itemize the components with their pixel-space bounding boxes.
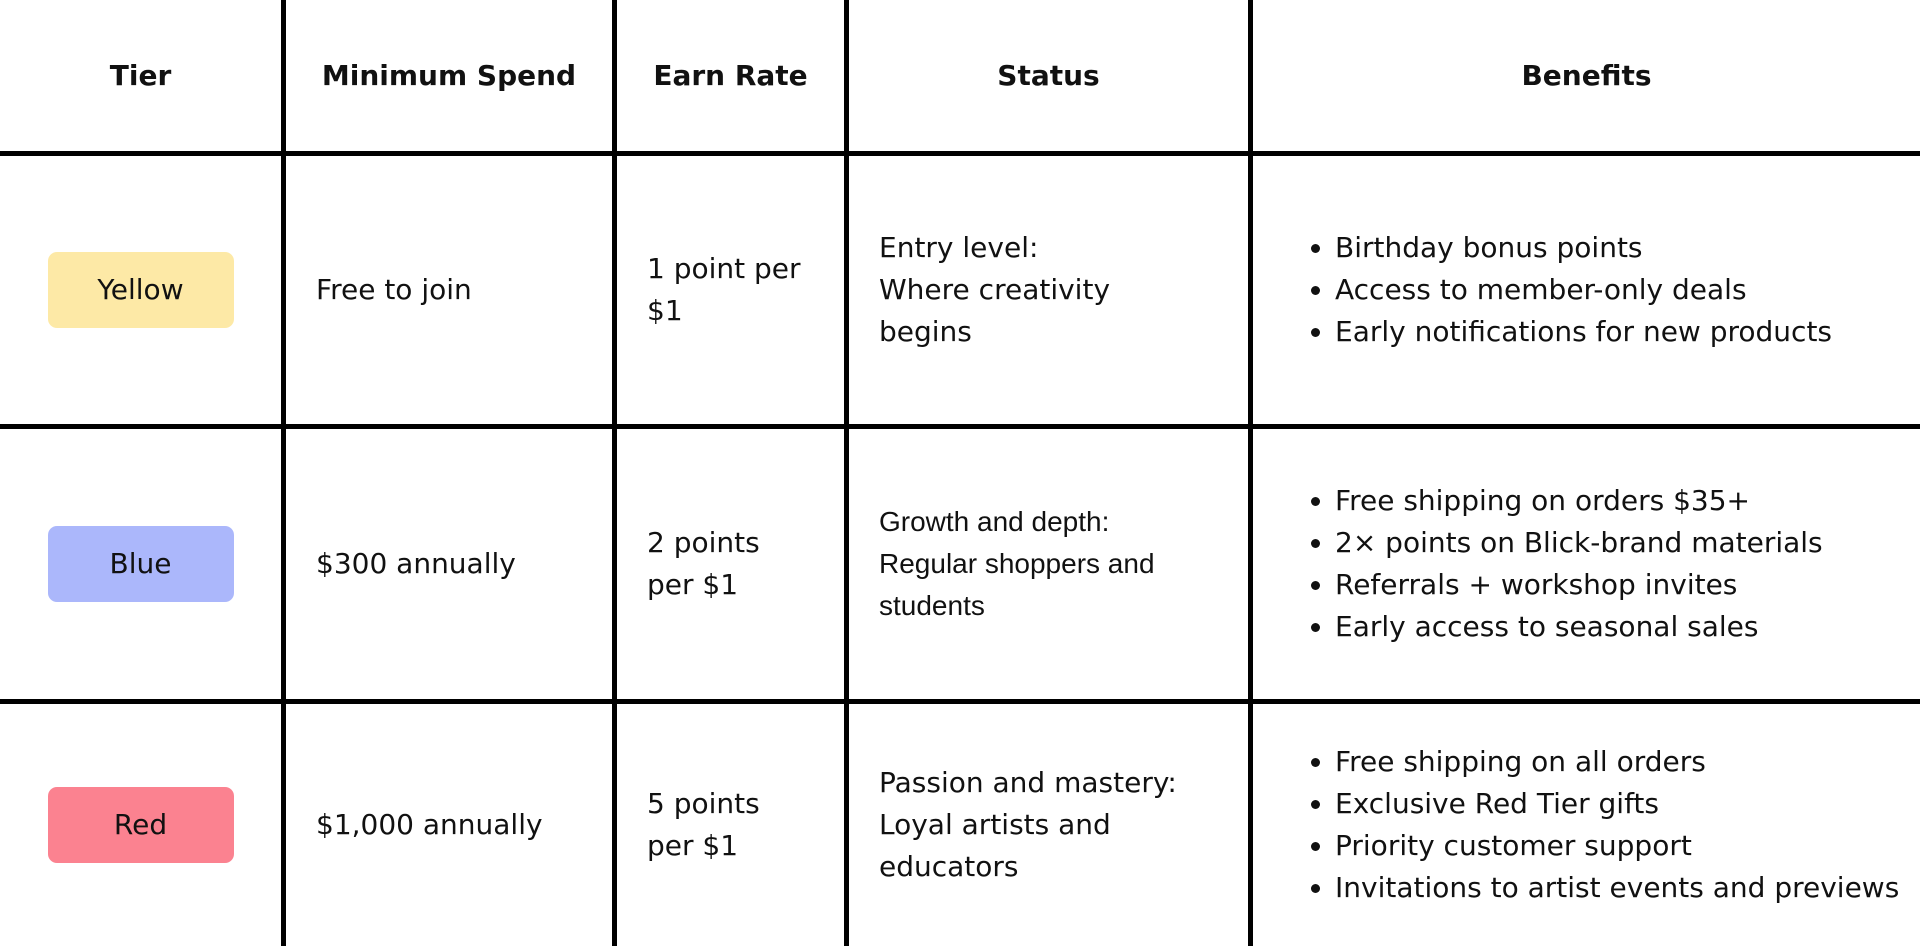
status-blue: Growth and depth: Regular shoppers and students [849, 429, 1253, 704]
benefits-yellow [1253, 156, 1920, 429]
list-item: • Free shipping on all orders [1335, 741, 1899, 783]
header-status: Status [849, 0, 1253, 156]
list-item: • Invitations to artist events and previews [1335, 867, 1899, 909]
benefits-list-red [1305, 741, 1899, 909]
list-item: • Priority customer support [1335, 825, 1899, 867]
table-row-red-tier-cell [0, 704, 286, 946]
earn-rate-red: 5 points per $1 [617, 704, 849, 946]
min-spend-yellow: Free to join [286, 156, 617, 429]
table-row-yellow-tier-cell [0, 156, 286, 429]
benefits-list-yellow [1305, 227, 1832, 353]
tier-badge-red: Red [48, 787, 234, 863]
header-tier: Tier [0, 0, 286, 156]
benefits-red [1253, 704, 1920, 946]
list-item: • Early access to seasonal sales [1335, 606, 1823, 648]
earn-rate-blue: 2 points per $1 [617, 429, 849, 704]
list-item: • Access to member-only deals [1335, 269, 1832, 311]
header-earn-rate: Earn Rate [617, 0, 849, 156]
tier-badge-blue: Blue [48, 526, 234, 602]
status-red: Passion and mastery: Loyal artists and educators [849, 704, 1253, 946]
header-benefits: Benefits [1253, 0, 1920, 156]
list-item: • Referrals + workshop invites [1335, 564, 1823, 606]
list-item: • 2× points on Blick-brand materials [1335, 522, 1823, 564]
header-minimum-spend: Minimum Spend [286, 0, 617, 156]
list-item: • Early notifications for new products [1335, 311, 1832, 353]
earn-rate-yellow: 1 point per $1 [617, 156, 849, 429]
tier-badge-yellow: Yellow [48, 252, 234, 328]
min-spend-blue: $300 annually [286, 429, 617, 704]
status-yellow: Entry level: Where creativity begins [849, 156, 1253, 429]
table-row-blue-tier-cell [0, 429, 286, 704]
list-item: • Free shipping on orders $35+ [1335, 480, 1823, 522]
min-spend-red: $1,000 annually [286, 704, 617, 946]
benefits-list-blue [1305, 480, 1823, 648]
benefits-blue [1253, 429, 1920, 704]
list-item: • Exclusive Red Tier gifts [1335, 783, 1899, 825]
list-item: • Birthday bonus points [1335, 227, 1832, 269]
